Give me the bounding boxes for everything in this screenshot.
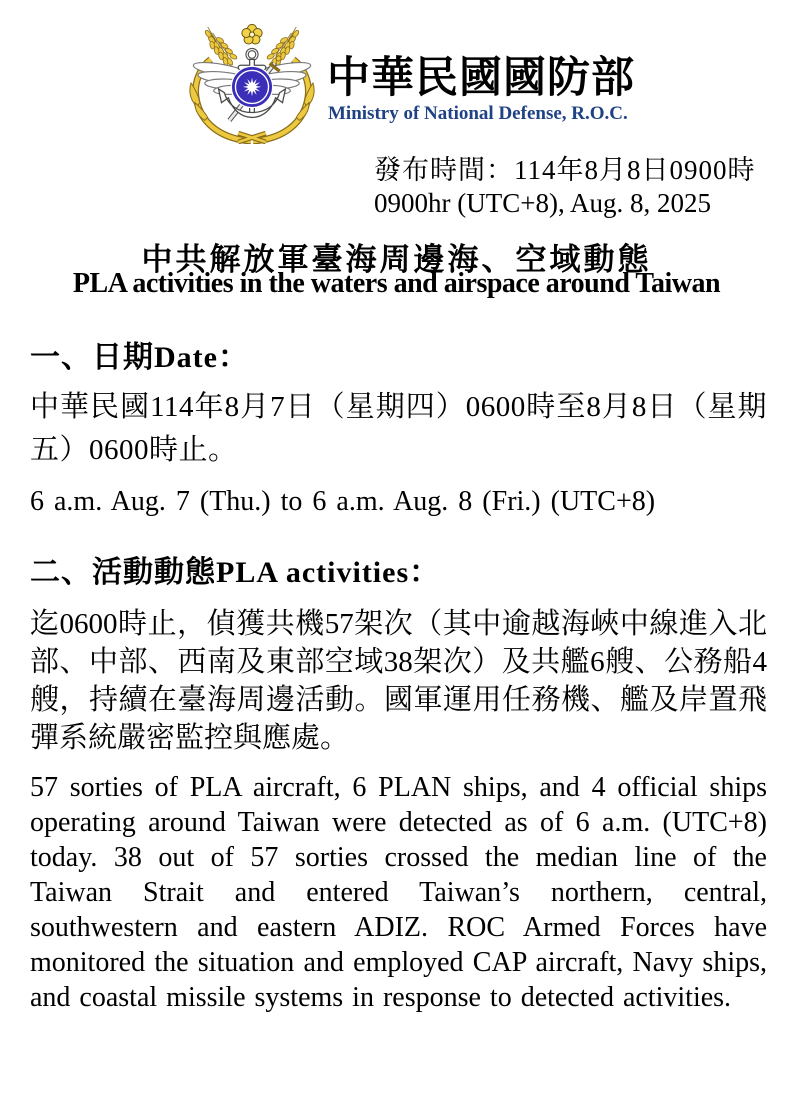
mnd-emblem-icon — [183, 22, 321, 144]
release-time-block — [374, 154, 756, 220]
activities-paragraph-en: 57 sorties of PLA aircraft, 6 PLAN ships, and 4 official ships operating around Taiwan were detected as of 6 a.m. (UTC+8) today. 38 out of 57 sorties crossed the median line of the Taiwan Strait and entered Taiwan’s northern, central, southwestern and eastern ADIZ. ROC Armed Forces have monitored the situation and employed CAP aircraft, Navy ships, and coastal missile systems in response to detected activities. — [30, 772, 767, 1013]
activities-paragraph-zh: 迄0600時止，偵獲共機57架次（其中逾越海峽中線進入北部、中部、西南及東部空域38架次）及共艦6艘、公務船4艘，持續在臺海周邊活動。國軍運用任務機、艦及岸置飛彈系統嚴密監控與應處。 — [30, 608, 767, 754]
doc-title-zh: 中共解放軍臺海周邊海、空域動態 — [141, 242, 652, 277]
date-paragraph-zh: 中華民國114年8月7日（星期四）0600時至8月8日（星期五）0600時止。 — [30, 391, 767, 466]
section-activities-heading: 二、活動動態PLA activities： — [30, 556, 441, 589]
doc-title-en: PLA activities in the waters and airspace around Taiwan — [72, 268, 721, 299]
release-time-en: 0900hr (UTC+8), Aug. 8, 2025 — [374, 188, 711, 218]
org-name-en: Ministry of National Defense, R.O.C. — [328, 103, 628, 124]
release-time-zh: 發布時間：114年8月8日0900時 — [374, 155, 756, 185]
section-date-heading: 一、日期Date： — [30, 341, 249, 374]
org-name-zh: 中華民國國防部 — [327, 55, 635, 102]
date-paragraph-en: 6 a.m. Aug. 7 (Thu.) to 6 a.m. Aug. 8 (Fri.) (UTC+8) — [30, 486, 656, 517]
